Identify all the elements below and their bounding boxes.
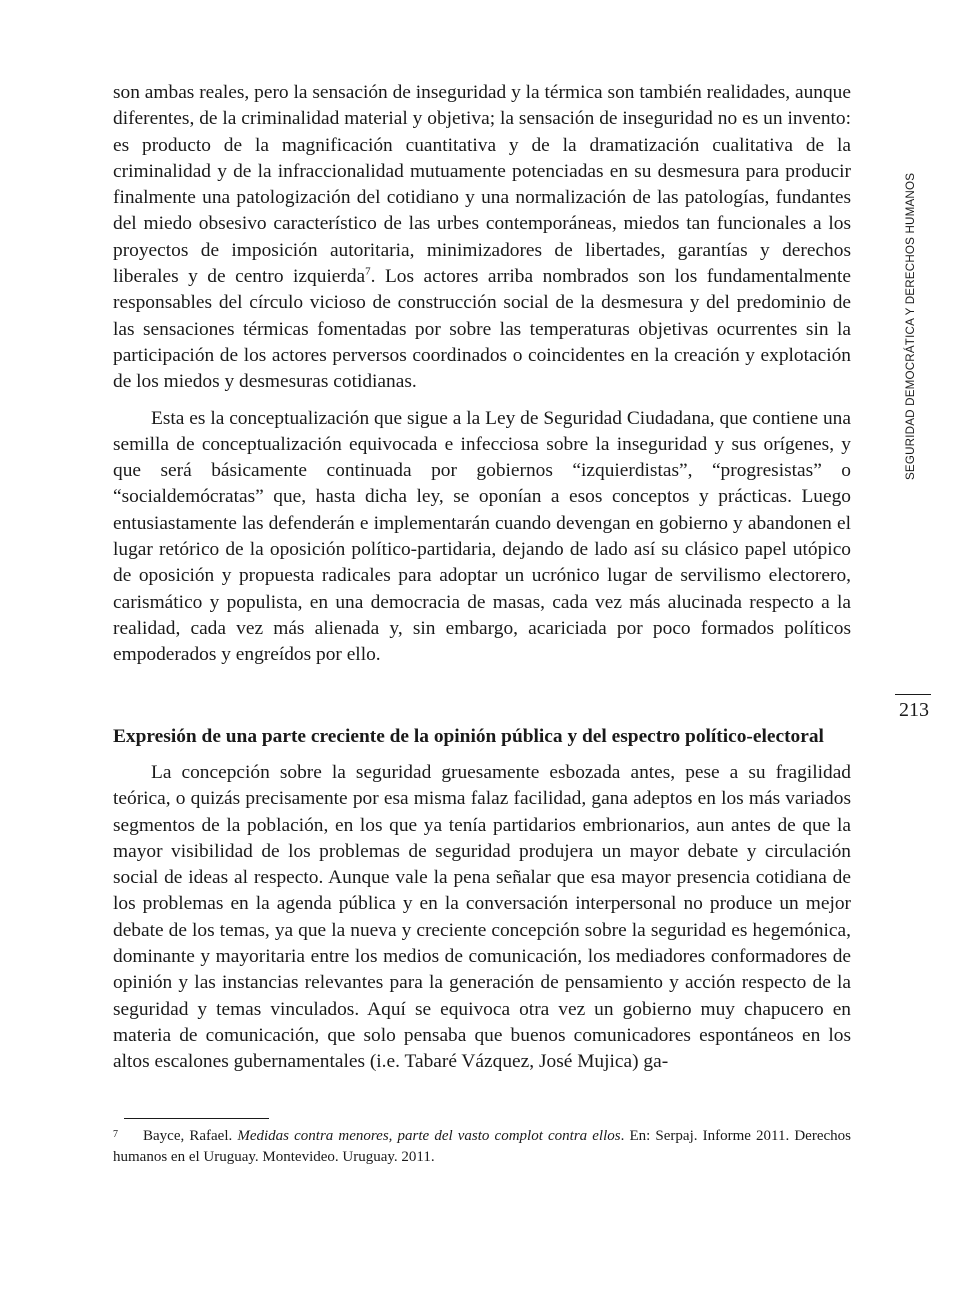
paragraph-1-text: son ambas reales, pero la sensación de inseguridad y la térmica son también realidades, aunque diferentes, de la criminalidad material y objetiva; la sensación de inseguridad no es un invento: es producto de la magnificación cuantitativa y de la dramatización cualitativa de la criminalidad y de la infraccionalidad mutuamente potenciadas en su desmesura para producir finalmente una patologización del cotidiano y una normalización de las patologías, fundantes del miedo obsesivo característico de las urbes contemporáneas, miedos tan funcionales a los proyectos de imposición autoritaria, minimizadores de libertades, garantías y derechos liberales y de centro izquierda bbox=[113, 82, 851, 288]
footnote-title: Medidas contra menores, parte del vasto complot contra ellos bbox=[237, 1128, 621, 1144]
running-header: SEGURIDAD DEMOCRÁTICA Y DERECHOS HUMANOS bbox=[904, 172, 917, 480]
footnote-author: Bayce, Rafael. bbox=[143, 1128, 238, 1144]
paragraph-1 bbox=[113, 80, 851, 396]
footnote-rest: . En: Serpaj. Informe 2011. Derechos humanos en el Uruguay. Montevideo. Uruguay. 2011. bbox=[113, 1128, 851, 1165]
footnote-divider bbox=[124, 1118, 269, 1119]
body-text-upper bbox=[113, 80, 851, 669]
paragraph-2: Esta es la conceptualización que sigue a la Ley de Seguridad Ciudadana, que contiene una semilla de conceptualización equivocada e infecciosa sobre la inseguridad y sus orígenes, y que será básicamente continuada por gobiernos “izquierdistas”, “progresistas” o “socialdemócratas” que, hasta dicha ley, se oponían a esos conceptos y prácticas. Luego entusiastamente las defenderán e implementarán cuando devengan en gobierno y abandonen el lugar retórico de la oposición político-partidaria, dejando de lado así su clásico papel utópico de oposición y propuesta radicales para adoptar un ucrónico lugar de servilismo electorero, carismático y populista, en una democracia de masas, cada vez más alucinada respecto a la realidad, cada vez más alienada y, sin embargo, acariciada por poco formados políticos empoderados y engreídos por ello. bbox=[113, 407, 851, 666]
footnote-mark: 7 bbox=[113, 1129, 118, 1140]
page-number-rule bbox=[895, 694, 931, 695]
section-heading: Expresión de una parte creciente de la opinión pública y del espectro político-electoral bbox=[113, 726, 824, 747]
body-text-lower bbox=[113, 760, 851, 1076]
footnote-reference: 7 bbox=[365, 265, 371, 278]
paragraph-1-continuation: . Los actores arriba nombrados son los fundamentalmente responsables del círculo vicioso de construcción social de la desmesura y del predominio de las sensaciones térmicas fomentadas por sobre las temperaturas objetivas ocurrentes sin la participación de los actores perversos coordinados o coincidentes en la creación y explotación de los miedos y desmesuras cotidianas. bbox=[113, 266, 851, 393]
paragraph-3: La concepción sobre la seguridad gruesamente esbozada antes, pese a su fragilidad teórica, o quizás precisamente por esa misma falaz facilidad, gana adeptos en los más variados segmentos de la población, en los que ya tenía partidarios embrionarios, aun antes de que la mayor visibilidad de los problemas de seguridad produjera un mayor debate y circulación social de ideas al respecto. Aunque vale la pena señalar que esa mayor presencia cotidiana de los problemas en la agenda pública y en la conversación interpersonal no produce un mejor debate de los temas, ya que la nueva y creciente concepción sobre la seguridad es hegemónica, dominante y mayoritaria entre los medios de comunicación, los mediadores conformadores de opinión y las instancias relevantes para la generación de pensamiento y acción respecto de la seguridad y temas vinculados. Aquí se equivoca otra vez un gobierno muy chapucero en materia de comunicación, que solo pensaba que buenos comunicadores espontáneos en los altos escalones gubernamentales (i.e. Tabaré Vázquez, José Mujica) ga- bbox=[113, 762, 851, 1073]
footnote-text bbox=[113, 1126, 851, 1168]
page-number: 213 bbox=[899, 699, 929, 721]
footnote bbox=[113, 1126, 851, 1168]
